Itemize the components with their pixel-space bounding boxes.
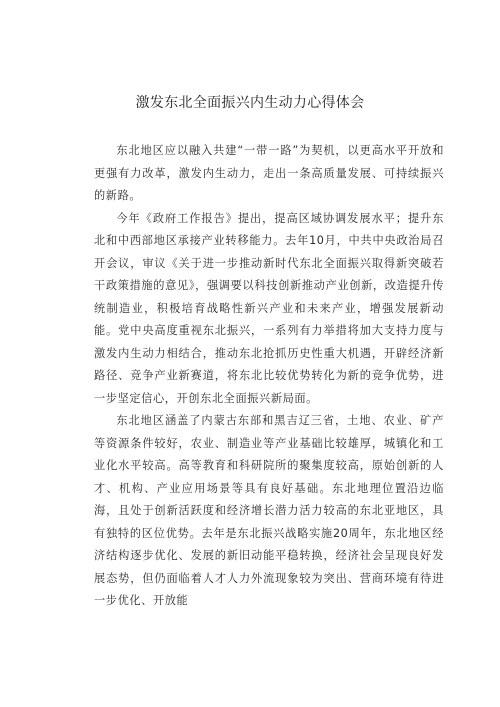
- document-title: 激发东北全面振兴内生动力心得体会: [135, 95, 365, 111]
- paragraph-2: 今年《政府工作报告》提出，提高区域协调发展水平；提升东北和中西部地区承接产业转移能力。去年10月，中共中央政治局召开会议，审议《关于进一步推动新时代东北全面振兴取得新突破若干政策措施的意见》，强调要以科技创新推动产业创新，改造提升传统制造业，积极培育战略性新兴产业和未来产业，增强发展新动能。党中央高度重视东北振兴，一系列有力举措将加大支持力度与激发内生动力相结合，推动东北抢抓历史性重大机遇，开辟经济新路径、竞争产业新赛道，将东北比较优势转化为新的竞争优势，进一步坚定信心，开创东北全面振兴新局面。: [94, 211, 444, 405]
- paragraph-1: 东北地区应以融入共建“一带一路”为契机，以更高水平开放和更强有力改革，激发内生动力，走出一条高质量发展、可持续振兴的新路。: [94, 144, 444, 202]
- document-body: [94, 140, 444, 613]
- paragraph-3: 东北地区涵盖了内蒙古东部和黑吉辽三省，土地、农业、矿产等资源条件较好，农业、制造业等产业基础比较雄厚，城镇化和工业化水平较高。高等教育和科研院所的聚集度较高，原始创新的人才、机构、产业应用场景等具有良好基础。东北地理位置沿边临海，且处于创新活跃度和经济增长潜力活力较高的东北亚地区，具有独特的区位优势。去年是东北振兴战略实施20周年，东北地区经济结构逐步优化、发展的新旧动能平稳转换，经济社会呈现良好发展态势，但仍面临着人才人力外流现象较为突出、营商环境有待进一步优化、开放能: [94, 414, 444, 607]
